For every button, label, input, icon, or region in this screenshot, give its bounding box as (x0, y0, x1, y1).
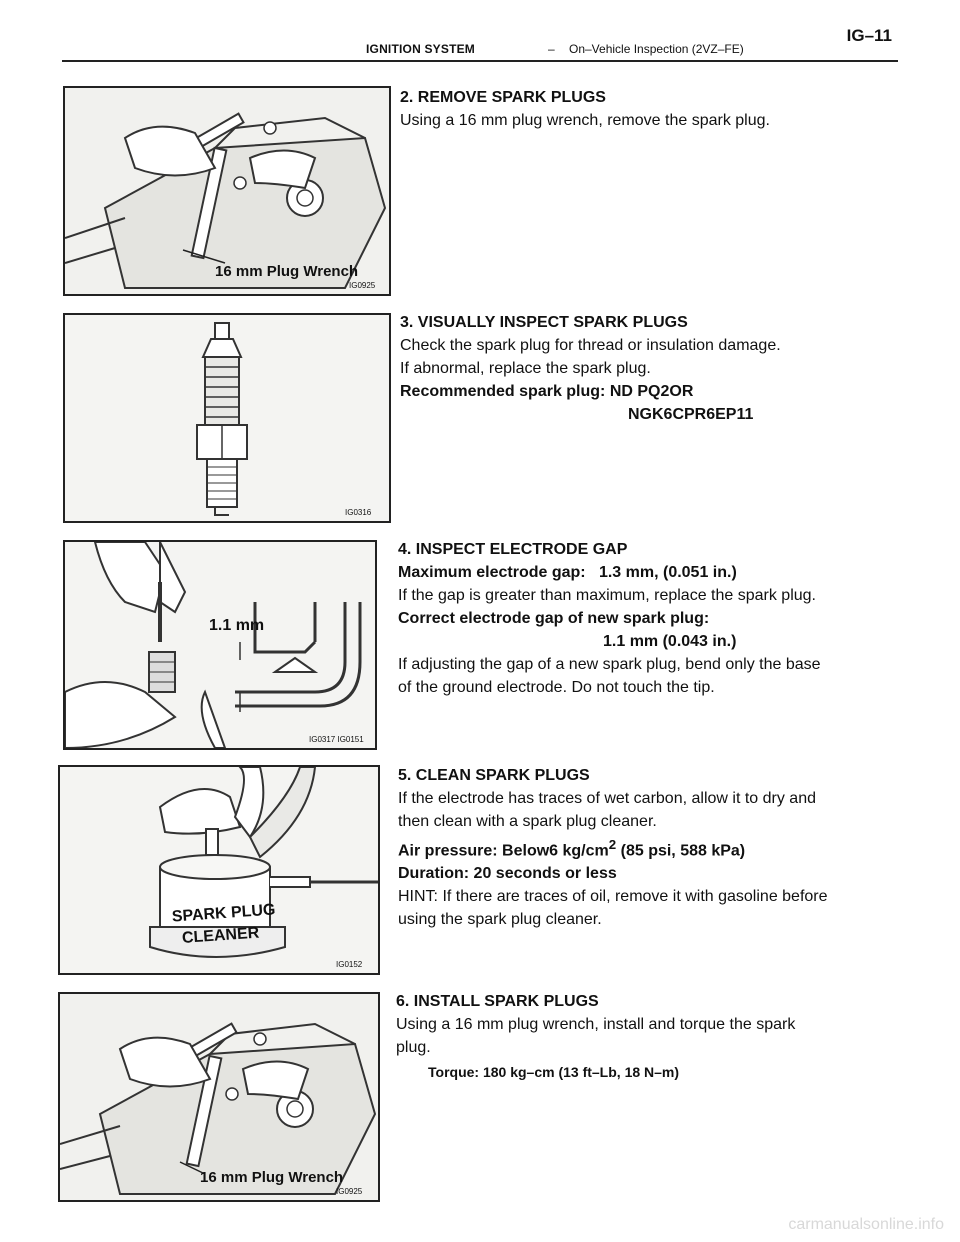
hint-text: HINT: If there are traces of oil, remove it with gasoline before (398, 888, 828, 906)
engine-wrench-illustration (65, 88, 389, 294)
figure-code: IG0925 (336, 1187, 363, 1196)
duration-spec: Duration: 20 seconds or less (398, 865, 617, 883)
step-text: If abnormal, replace the spark plug. (400, 360, 651, 377)
plug-cleaner-illustration (60, 767, 378, 973)
figure-code: IG0925 (349, 281, 376, 290)
spec-value: ND PQ2OR (609, 383, 694, 400)
figure-label: 16 mm Plug Wrench (200, 1169, 344, 1186)
figure-install-spark-plugs (58, 992, 380, 1202)
step-title: 2. REMOVE SPARK PLUGS (400, 89, 606, 106)
page-number: IG–11 (846, 26, 892, 45)
spec-label: Air pressure: Below6 kg/cm (398, 842, 609, 860)
step-clean-spark-plugs (398, 764, 828, 931)
section-name: IGNITION SYSTEM (366, 42, 476, 56)
step-title: 3. VISUALLY INSPECT SPARK PLUGS (400, 314, 688, 331)
figure-label: SPARK PLUG (171, 901, 276, 926)
watermark: carmanualsonline.info (788, 1216, 944, 1233)
spec-line (400, 380, 781, 403)
step-text: then clean with a spark plug cleaner. (398, 813, 657, 830)
figure-label: 16 mm Plug Wrench (215, 263, 359, 280)
figure-spark-plug (63, 313, 391, 523)
spark-plug-illustration (65, 315, 389, 521)
figure-remove-spark-plugs (63, 86, 391, 296)
figure-label: CLEANER (181, 924, 260, 947)
step-inspect-electrode-gap (398, 538, 821, 699)
superscript: 2 (608, 837, 617, 852)
spec-line (398, 561, 821, 584)
spec-value: (85 psi, 588 kPa) (616, 842, 746, 860)
step-text: Using a 16 mm plug wrench, remove the spark plug. (400, 112, 770, 129)
step-install-spark-plugs (396, 990, 795, 1084)
hint-text: using the spark plug cleaner. (398, 911, 602, 929)
step-inspect-spark-plugs (400, 311, 781, 426)
spec-label: Recommended spark plug: (400, 383, 606, 400)
spec-value: 1.3 mm, (0.051 in.) (598, 564, 737, 581)
spec-label: Correct electrode gap of new spark plug: (398, 610, 710, 627)
step-text: If adjusting the gap of a new spark plug, bend only the base (398, 656, 821, 673)
figure-code: IG0152 (336, 960, 363, 969)
engine-wrench-illustration (60, 994, 378, 1200)
spec-value: NGK6CPR6EP11 (628, 406, 754, 423)
step-title: 5. CLEAN SPARK PLUGS (398, 767, 590, 784)
air-pressure-spec (398, 833, 828, 862)
step-text: If the gap is greater than maximum, replace the spark plug. (398, 587, 816, 604)
figure-code: IG0317 IG0151 (309, 735, 364, 744)
figure-electrode-gap (63, 540, 377, 750)
section-subtitle: On–Vehicle Inspection (2VZ–FE) (569, 42, 744, 56)
step-title: 4. INSPECT ELECTRODE GAP (398, 541, 628, 558)
spec-label: Maximum electrode gap: (398, 564, 586, 581)
torque-spec: Torque: 180 kg–cm (13 ft–Lb, 18 N–m) (428, 1064, 680, 1080)
step-text: Check the spark plug for thread or insulation damage. (400, 337, 781, 354)
figure-plug-cleaner (58, 765, 380, 975)
step-title: 6. INSTALL SPARK PLUGS (396, 993, 599, 1010)
header-separator: – (548, 42, 555, 56)
figure-label: 1.1 mm (209, 617, 265, 634)
step-text: Using a 16 mm plug wrench, install and torque the spark (396, 1016, 796, 1033)
header-rule (62, 60, 898, 62)
electrode-gap-illustration (65, 542, 375, 748)
step-text: plug. (396, 1039, 431, 1056)
page-header (62, 24, 898, 64)
step-text: of the ground electrode. Do not touch the tip. (398, 679, 715, 696)
spec-value: 1.1 mm (0.043 in.) (603, 633, 737, 650)
figure-code: IG0316 (345, 508, 372, 517)
step-remove-spark-plugs (400, 86, 770, 132)
step-text: If the electrode has traces of wet carbon, allow it to dry and (398, 790, 816, 807)
